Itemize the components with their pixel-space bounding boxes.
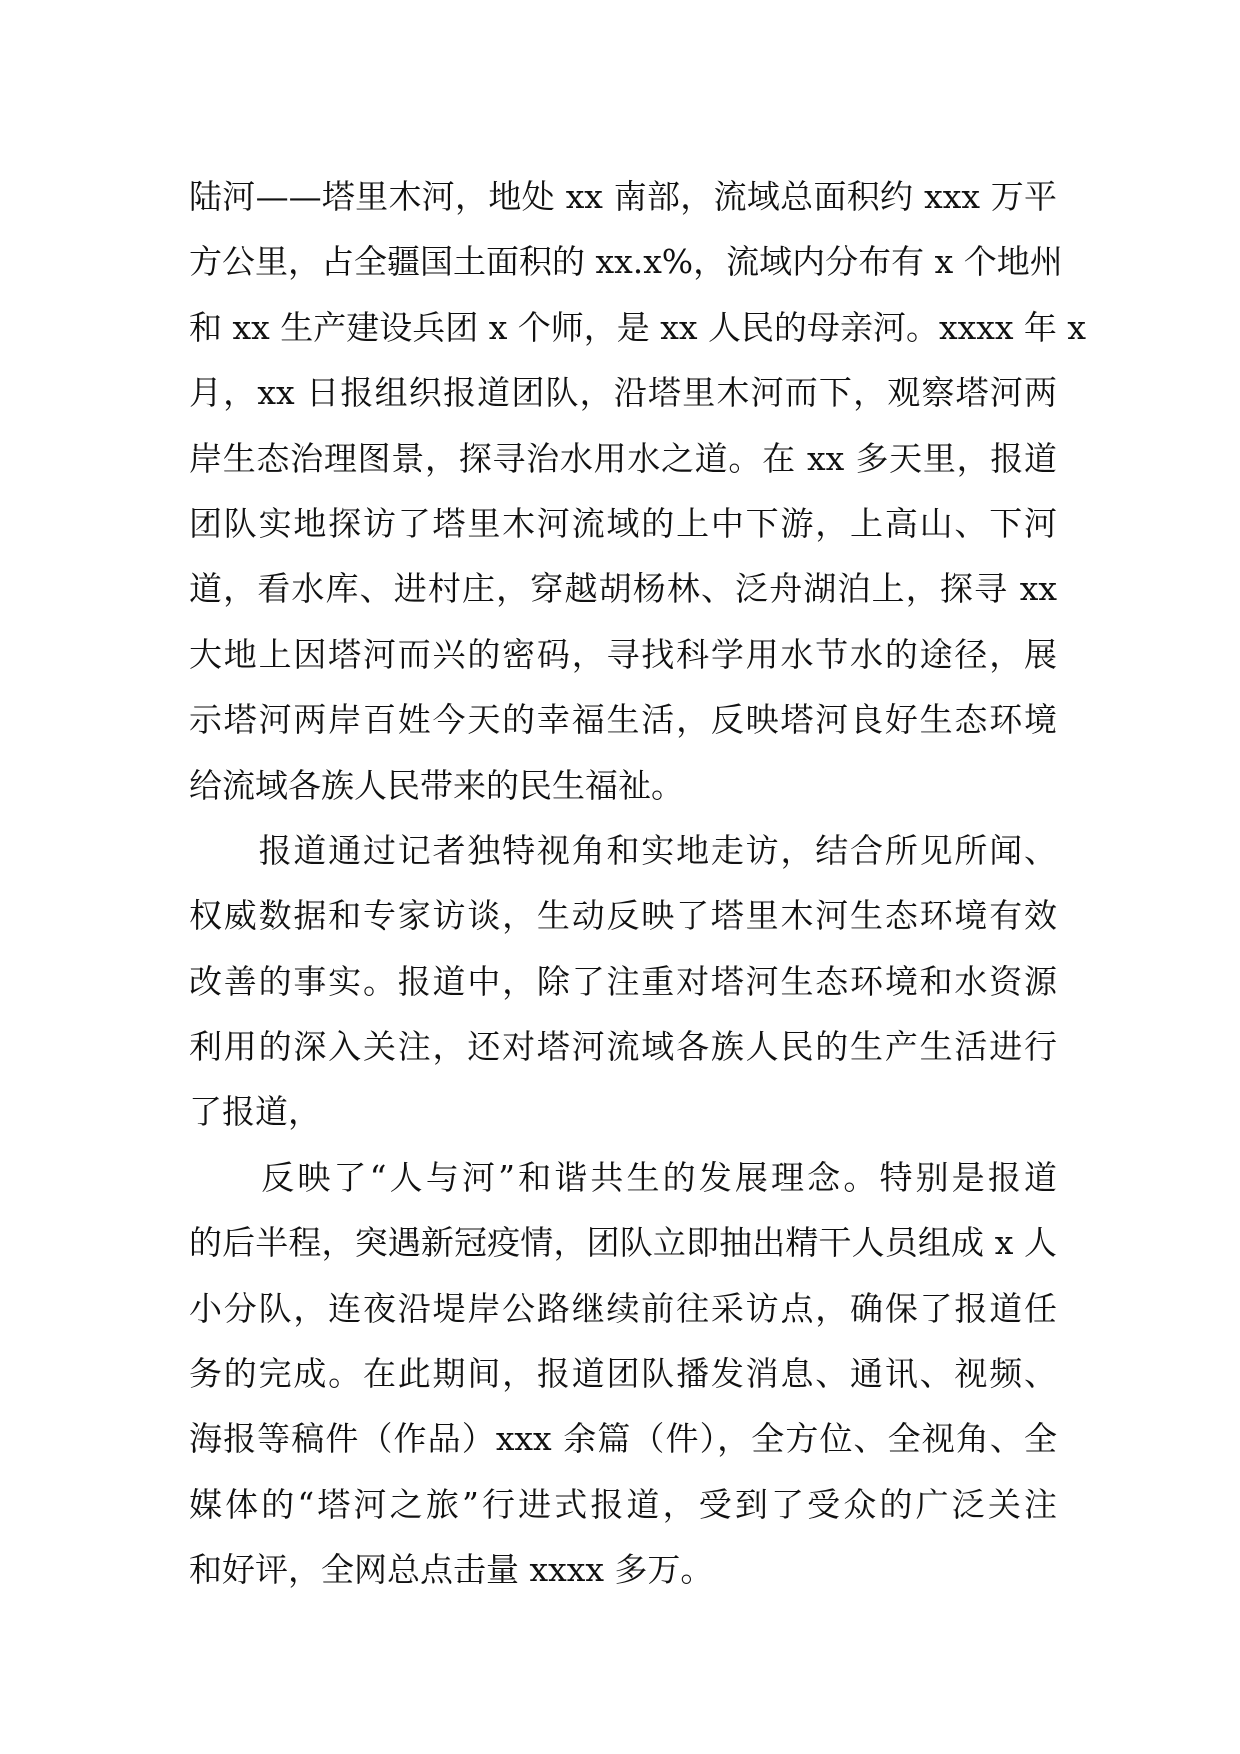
text-line: 改善的事实。报道中，除了注重对塔河生态环境和水资源 — [189, 961, 1057, 1001]
document-body — [189, 164, 1087, 1603]
text-line: 和好评，全网总点击量 xxxx 多万。 — [189, 1550, 714, 1590]
paragraph-3 — [189, 1145, 1057, 1603]
text-line: 岸生态治理图景，探寻治水用水之道。在 xx 多天里，报道 — [189, 438, 1057, 478]
text-line: 海报等稿件（作品）xxx 余篇（件），全方位、全视角、全 — [189, 1419, 1057, 1459]
text-line: 大地上因塔河而兴的密码，寻找科学用水节水的途径，展 — [189, 634, 1057, 674]
text-line: 的后半程，突遇新冠疫情，团队立即抽出精干人员组成 x 人 — [189, 1223, 1057, 1263]
text-line: 反映了“人与河”和谐共生的发展理念。特别是报道 — [189, 1157, 1057, 1197]
text-line: 方公里，占全疆国土面积的 xx.x%，流域内分布有 x 个地州 — [189, 242, 1063, 282]
text-line: 陆河——塔里木河，地处 xx 南部，流域总面积约 xxx 万平 — [189, 177, 1057, 216]
paragraph-2 — [189, 818, 1057, 1145]
text-line: 小分队，连夜沿堤岸公路继续前往采访点，确保了报道任 — [189, 1288, 1057, 1328]
paragraph-1 — [189, 164, 1087, 818]
text-line: 权威数据和专家访谈，生动反映了塔里木河生态环境有效 — [189, 896, 1057, 936]
text-line: 给流域各族人民带来的民生福祉。 — [189, 765, 684, 805]
text-line: 务的完成。在此期间，报道团队播发消息、通讯、视频、 — [189, 1354, 1057, 1394]
text-line: 道，看水库、进村庄，穿越胡杨林、泛舟湖泊上，探寻 xx — [189, 569, 1057, 609]
text-line: 月，xx 日报组织报道团队，沿塔里木河而下，观察塔河两 — [189, 373, 1057, 413]
text-line: 了报道， — [189, 1092, 321, 1132]
text-line: 和 xx 生产建设兵团 x 个师，是 xx 人民的母亲河。xxxx 年 x — [189, 307, 1087, 347]
text-line: 报道通过记者独特视角和实地走访，结合所见所闻、 — [189, 830, 1057, 870]
text-line: 团队实地探访了塔里木河流域的上中下游，上高山、下河 — [189, 503, 1057, 543]
text-line: 利用的深入关注，还对塔河流域各族人民的生产生活进行 — [189, 1027, 1057, 1067]
text-line: 媒体的“塔河之旅”行进式报道，受到了受众的广泛关注 — [189, 1484, 1057, 1524]
text-line: 示塔河两岸百姓今天的幸福生活，反映塔河良好生态环境 — [189, 700, 1057, 740]
